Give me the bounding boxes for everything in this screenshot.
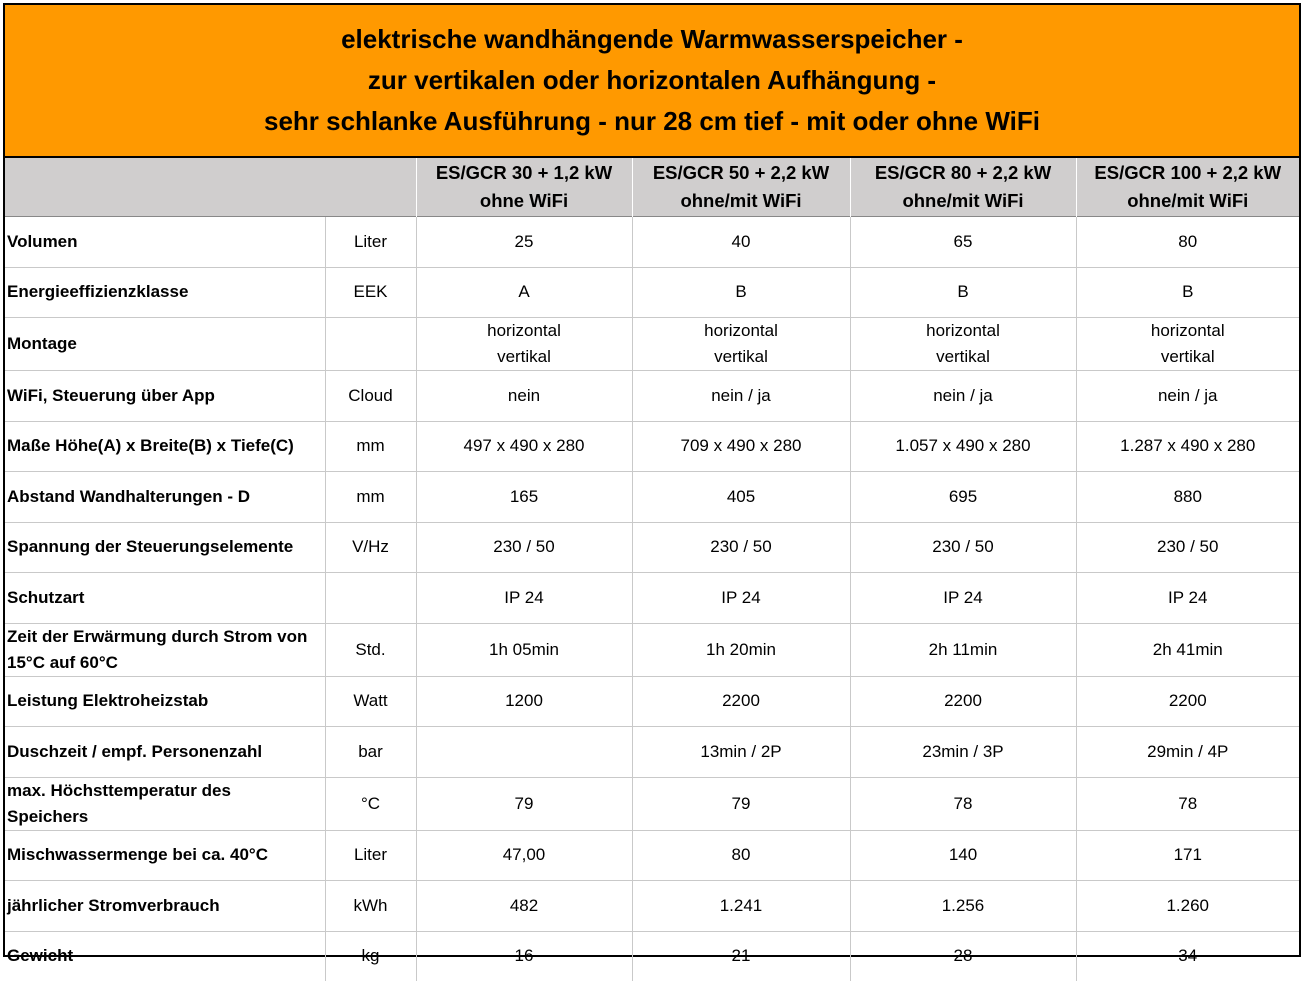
model-variant: ohne WiFi xyxy=(417,187,632,215)
cell-value: 2200 xyxy=(632,676,850,727)
cell-value: 47,00 xyxy=(416,830,632,881)
cell-value: 171 xyxy=(1076,830,1299,881)
table-row xyxy=(5,371,1299,422)
row-unit: Watt xyxy=(325,676,416,727)
row-label: Montage xyxy=(5,318,325,371)
cell-value: 2200 xyxy=(1076,676,1299,727)
cell-value-line: vertikal xyxy=(417,344,632,370)
row-label xyxy=(5,623,325,676)
table-row xyxy=(5,472,1299,523)
cell-value: 695 xyxy=(850,472,1076,523)
row-label: Gewicht xyxy=(5,931,325,981)
cell-value: 1200 xyxy=(416,676,632,727)
model-header xyxy=(632,158,850,217)
row-unit: bar xyxy=(325,727,416,778)
cell-value: 2h 11min xyxy=(850,623,1076,676)
cell-value: 79 xyxy=(632,777,850,830)
cell-value: 709 x 490 x 280 xyxy=(632,421,850,472)
table-row xyxy=(5,318,1299,371)
row-unit: Cloud xyxy=(325,371,416,422)
cell-value: 78 xyxy=(850,777,1076,830)
row-unit: mm xyxy=(325,472,416,523)
cell-value: 230 / 50 xyxy=(850,522,1076,573)
table-row xyxy=(5,830,1299,881)
table-row xyxy=(5,522,1299,573)
cell-value: 2h 41min xyxy=(1076,623,1299,676)
row-label: WiFi, Steuerung über App xyxy=(5,371,325,422)
model-header xyxy=(1076,158,1299,217)
cell-value: 482 xyxy=(416,881,632,932)
row-label: jährlicher Stromverbrauch xyxy=(5,881,325,932)
row-label-line: Speichers xyxy=(7,804,325,830)
model-name: ES/GCR 80 + 2,2 kW xyxy=(851,159,1076,187)
cell-value: 140 xyxy=(850,830,1076,881)
cell-value: 1.256 xyxy=(850,881,1076,932)
row-unit: Liter xyxy=(325,830,416,881)
cell-value: nein / ja xyxy=(1076,371,1299,422)
cell-value: 1h 20min xyxy=(632,623,850,676)
cell-value-line: horizontal xyxy=(417,318,632,344)
header-blank-cell xyxy=(5,158,416,217)
cell-value: 13min / 2P xyxy=(632,727,850,778)
cell-value: 1.241 xyxy=(632,881,850,932)
model-name: ES/GCR 30 + 1,2 kW xyxy=(417,159,632,187)
spec-sheet xyxy=(3,3,1301,957)
cell-value: 65 xyxy=(850,217,1076,268)
table-row xyxy=(5,777,1299,830)
row-unit: mm xyxy=(325,421,416,472)
cell-value xyxy=(416,318,632,371)
cell-value: 230 / 50 xyxy=(632,522,850,573)
table-row xyxy=(5,931,1299,981)
cell-value: B xyxy=(850,267,1076,318)
table-row xyxy=(5,881,1299,932)
cell-value: nein xyxy=(416,371,632,422)
cell-value: nein / ja xyxy=(632,371,850,422)
cell-value: 80 xyxy=(632,830,850,881)
row-label-line: 15°C auf 60°C xyxy=(7,650,325,676)
cell-value: IP 24 xyxy=(632,573,850,624)
cell-value xyxy=(850,318,1076,371)
table-row xyxy=(5,267,1299,318)
cell-value: 28 xyxy=(850,931,1076,981)
row-label: Leistung Elektroheizstab xyxy=(5,676,325,727)
row-label: Abstand Wandhalterungen - D xyxy=(5,472,325,523)
cell-value: 230 / 50 xyxy=(416,522,632,573)
table-row xyxy=(5,623,1299,676)
spec-table xyxy=(5,158,1299,981)
cell-value: 23min / 3P xyxy=(850,727,1076,778)
table-row xyxy=(5,217,1299,268)
row-unit: °C xyxy=(325,777,416,830)
row-unit: Liter xyxy=(325,217,416,268)
cell-value: IP 24 xyxy=(850,573,1076,624)
model-variant: ohne/mit WiFi xyxy=(851,187,1076,215)
cell-value: 80 xyxy=(1076,217,1299,268)
title-line-3: sehr schlanke Ausführung - nur 28 cm tief - mit oder ohne WiFi xyxy=(264,101,1040,142)
header-row xyxy=(5,158,1299,217)
cell-value: 79 xyxy=(416,777,632,830)
cell-value: 1.057 x 490 x 280 xyxy=(850,421,1076,472)
table-row xyxy=(5,573,1299,624)
row-label: Volumen xyxy=(5,217,325,268)
cell-value: B xyxy=(1076,267,1299,318)
cell-value-line: vertikal xyxy=(851,344,1076,370)
cell-value xyxy=(632,318,850,371)
row-unit: V/Hz xyxy=(325,522,416,573)
cell-value: 165 xyxy=(416,472,632,523)
model-name: ES/GCR 50 + 2,2 kW xyxy=(633,159,850,187)
cell-value: 34 xyxy=(1076,931,1299,981)
cell-value: 25 xyxy=(416,217,632,268)
cell-value: IP 24 xyxy=(416,573,632,624)
table-row xyxy=(5,421,1299,472)
row-label: Maße Höhe(A) x Breite(B) x Tiefe(C) xyxy=(5,421,325,472)
row-unit: Std. xyxy=(325,623,416,676)
cell-value-line: vertikal xyxy=(1077,344,1300,370)
row-unit: kg xyxy=(325,931,416,981)
cell-value: nein / ja xyxy=(850,371,1076,422)
cell-value: 1.260 xyxy=(1076,881,1299,932)
title-line-2: zur vertikalen oder horizontalen Aufhängung - xyxy=(368,60,936,101)
row-label: Duschzeit / empf. Personenzahl xyxy=(5,727,325,778)
table-row xyxy=(5,676,1299,727)
cell-value: 16 xyxy=(416,931,632,981)
cell-value: 29min / 4P xyxy=(1076,727,1299,778)
row-label xyxy=(5,777,325,830)
row-label: Mischwassermenge bei ca. 40°C xyxy=(5,830,325,881)
cell-value-line: horizontal xyxy=(851,318,1076,344)
row-label: Energieeffizienzklasse xyxy=(5,267,325,318)
spec-rows xyxy=(5,217,1299,981)
cell-value: 21 xyxy=(632,931,850,981)
title-line-1: elektrische wandhängende Warmwasserspeicher - xyxy=(341,19,963,60)
model-variant: ohne/mit WiFi xyxy=(633,187,850,215)
row-label-line: Zeit der Erwärmung durch Strom von xyxy=(7,624,325,650)
cell-value: 497 x 490 x 280 xyxy=(416,421,632,472)
title-banner xyxy=(5,5,1299,158)
cell-value: 405 xyxy=(632,472,850,523)
cell-value-line: vertikal xyxy=(633,344,850,370)
row-label: Spannung der Steuerungselemente xyxy=(5,522,325,573)
cell-value: A xyxy=(416,267,632,318)
cell-value xyxy=(1076,318,1299,371)
cell-value: 880 xyxy=(1076,472,1299,523)
cell-value: 1h 05min xyxy=(416,623,632,676)
cell-value-line: horizontal xyxy=(633,318,850,344)
model-variant: ohne/mit WiFi xyxy=(1077,187,1300,215)
cell-value: B xyxy=(632,267,850,318)
cell-value: 40 xyxy=(632,217,850,268)
model-name: ES/GCR 100 + 2,2 kW xyxy=(1077,159,1300,187)
cell-value: IP 24 xyxy=(1076,573,1299,624)
row-unit xyxy=(325,573,416,624)
cell-value: 78 xyxy=(1076,777,1299,830)
table-row xyxy=(5,727,1299,778)
row-unit: kWh xyxy=(325,881,416,932)
model-header xyxy=(850,158,1076,217)
cell-value xyxy=(416,727,632,778)
row-unit xyxy=(325,318,416,371)
row-label-line: max. Höchsttemperatur des xyxy=(7,778,325,804)
model-header xyxy=(416,158,632,217)
row-unit: EEK xyxy=(325,267,416,318)
cell-value-line: horizontal xyxy=(1077,318,1300,344)
cell-value: 230 / 50 xyxy=(1076,522,1299,573)
cell-value: 2200 xyxy=(850,676,1076,727)
cell-value: 1.287 x 490 x 280 xyxy=(1076,421,1299,472)
row-label: Schutzart xyxy=(5,573,325,624)
